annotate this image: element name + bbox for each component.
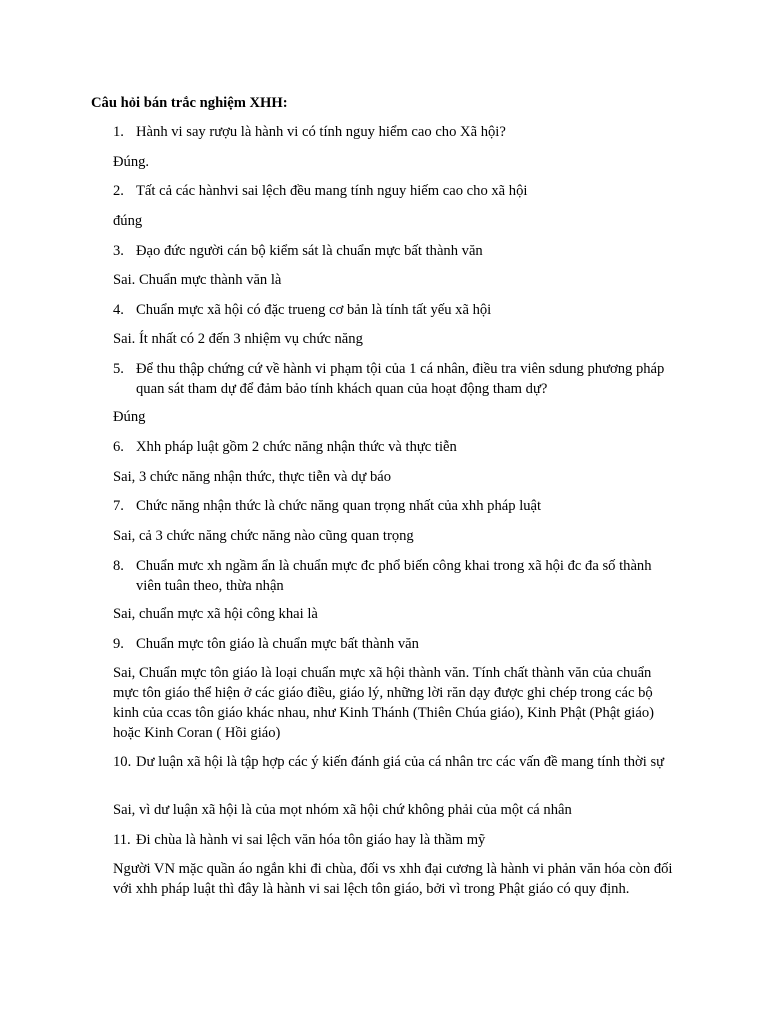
question-text: Dư luận xã hội là tập hợp các ý kiến đánh giá của cá nhân trc các vấn đề mang tính thời sự <box>136 754 665 770</box>
question-text: Chuẩn mực tôn giáo là chuẩn mực bất thành văn <box>136 636 419 652</box>
question-number: 7. <box>113 498 124 514</box>
answer-5: Đúng <box>113 409 146 425</box>
answer-4: Sai. Ít nhất có 2 đến 3 nhiệm vụ chức năng <box>113 331 363 347</box>
question-number: 5. <box>113 361 124 377</box>
answer-2: đúng <box>113 213 143 229</box>
answer-7: Sai, cả 3 chức năng chức năng nào cũng quan trọng <box>113 528 414 544</box>
document-title: Câu hỏi bán trắc nghiệm XHH: <box>91 95 288 111</box>
answer-10: Sai, vì dư luận xã hội là của mọt nhóm xã hội chứ không phải của một cá nhân <box>113 802 572 818</box>
answer-3: Sai. Chuẩn mực thành văn là <box>113 272 282 288</box>
question-text: Hành vi say rượu là hành vi có tính nguy hiểm cao cho Xã hội? <box>136 124 506 140</box>
question-text: Xhh pháp luật gồm 2 chức năng nhận thức và thực tiễn <box>136 439 457 455</box>
question-number: 2. <box>113 183 124 199</box>
question-number: 8. <box>113 558 124 574</box>
question-text: Để thu thập chứng cứ về hành vi phạm tội của 1 cá nhân, điều tra viên sdung phương pháp quan sát tham dự để đảm bảo tính khách quan của hoạt động tham dự? <box>136 361 665 397</box>
question-11 <box>113 830 673 850</box>
question-9 <box>113 634 673 654</box>
answer-8: Sai, chuẩn mực xã hội công khai là <box>113 606 318 622</box>
question-text: Chuẩn mực xã hội có đặc trueng cơ bản là tính tất yếu xã hội <box>136 302 492 318</box>
answer-1: Đúng. <box>113 154 150 170</box>
question-2 <box>113 181 673 201</box>
answer-11: Người VN mặc quần áo ngắn khi đi chùa, đối vs xhh đại cương là hành vi phản văn hóa còn đối với xhh pháp luật thì đây là hành vi sai lệch tôn giáo, bởi vì trong Phật giáo có quy định. <box>113 861 673 897</box>
question-4 <box>113 300 673 320</box>
question-text: Chức năng nhận thức là chức năng quan trọng nhất của xhh pháp luật <box>136 498 542 514</box>
question-8 <box>113 556 673 596</box>
question-number: 6. <box>113 439 124 455</box>
question-text: Tất cả các hànhvi sai lệch đều mang tính nguy hiếm cao cho xã hội <box>136 183 528 199</box>
question-text: Đi chùa là hành vi sai lệch văn hóa tôn giáo hay là thầm mỹ <box>136 832 486 848</box>
answer-6: Sai, 3 chức năng nhận thức, thực tiễn và dự báo <box>113 469 392 485</box>
question-number: 1. <box>113 124 124 140</box>
question-7 <box>113 496 673 516</box>
question-number: 3. <box>113 243 124 259</box>
question-text: Đạo đức người cán bộ kiểm sát là chuẩn mực bất thành văn <box>136 243 483 259</box>
question-number: 4. <box>113 302 124 318</box>
question-6 <box>113 437 673 457</box>
question-1 <box>113 122 673 142</box>
question-text: Chuẩn mưc xh ngầm ẩn là chuẩn mực đc phổ biến công khai trong xã hội đc đa số thành viên tuân theo, thừa nhận <box>136 558 652 594</box>
question-number: 10. <box>113 754 132 770</box>
question-3 <box>113 241 673 261</box>
question-number: 9. <box>113 636 124 652</box>
question-number: 11. <box>113 832 131 848</box>
answer-9: Sai, Chuẩn mực tôn giáo là loại chuẩn mực xã hội thành văn. Tính chất thành văn của chuẩn mực tôn giáo thể hiện ở các giáo điều, giáo lý, những lời răn dạy được ghi chép trong các bộ kinh của ccas tôn giáo khác nhau, như Kinh Thánh (Thiên Chúa giáo), Kinh Phật (Phật giáo) hoặc Kinh Coran ( Hồi giáo) <box>113 665 654 741</box>
question-5 <box>113 359 673 399</box>
question-10 <box>113 752 673 772</box>
